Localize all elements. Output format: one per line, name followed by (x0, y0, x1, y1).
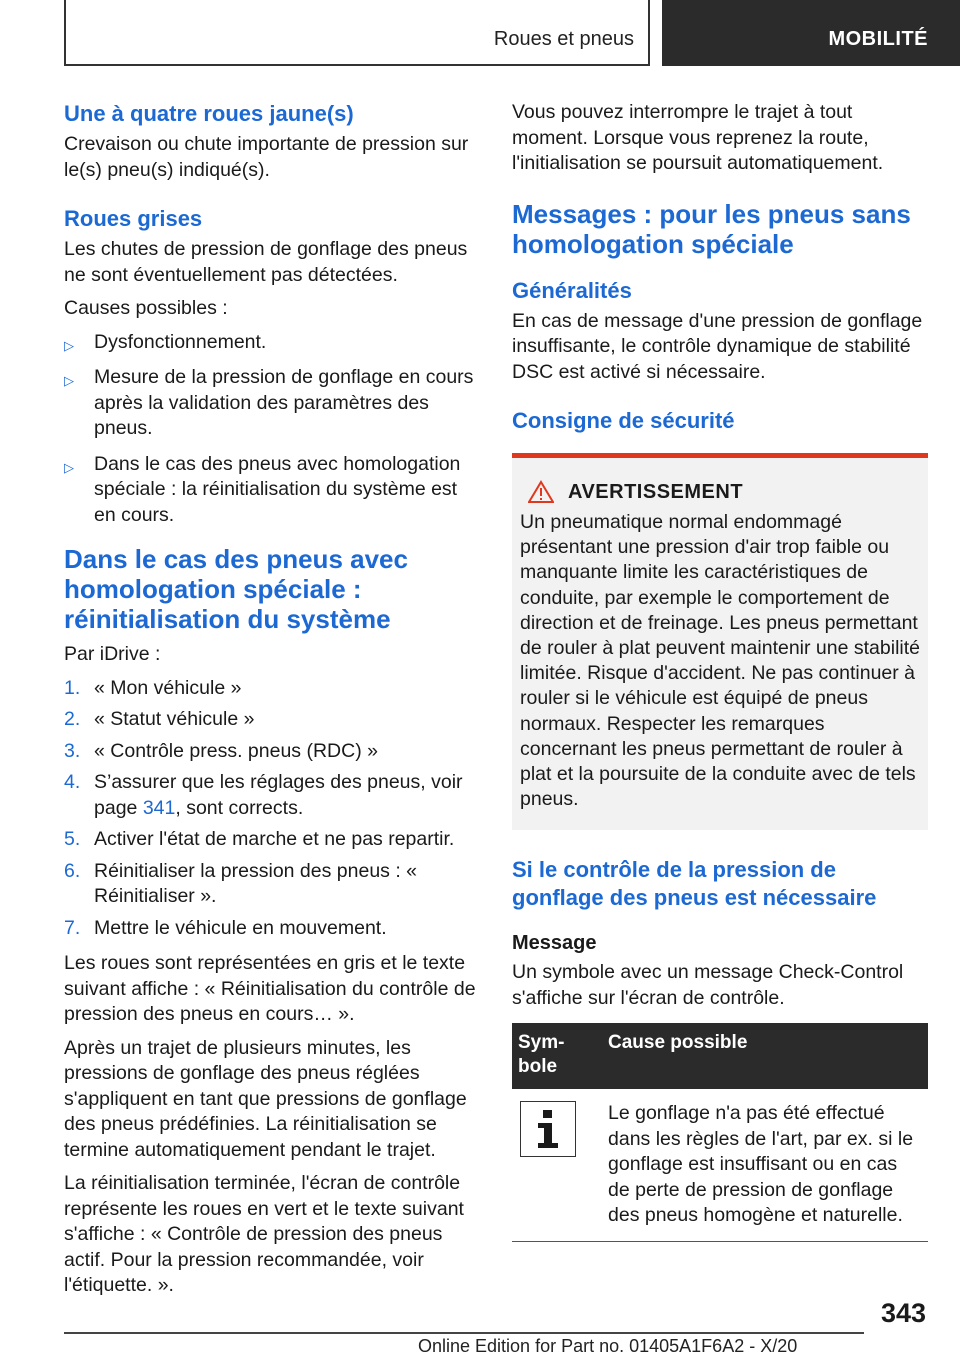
list-item: ▷ Dysfonctionnement. (64, 330, 478, 356)
heading-grey-wheels: Roues grises (64, 206, 203, 231)
section-title: Roues et pneus (493, 28, 634, 50)
warning-box (512, 453, 928, 830)
info-icon (520, 1101, 576, 1157)
paragraph-general: En cas de message d'une pression de gonflage insuffisante, le contrôle dynamique de stabilité DSC est activé si nécessaire. (512, 309, 923, 383)
step-item: 3. « Contrôle press. pneus (RDC) » (64, 739, 378, 762)
page-number: 343 (880, 1298, 926, 1328)
list-item: ▷ Dans le cas des pneus avec homologation spéciale : la réinitialisation du système est en cours. (64, 452, 461, 526)
heading-message: Message (512, 932, 597, 955)
page-reference-link[interactable]: 341 (142, 796, 176, 819)
section-tab (64, 0, 650, 66)
page-footer (0, 1290, 960, 1362)
heading-check-needed: Si le contrôle de la pression de gonflage des pneus est nécessaire (512, 857, 877, 911)
bullet-triangle-icon: ▷ (64, 459, 74, 475)
symbol-table (512, 1023, 928, 1242)
paragraph-reset-done: La réinitialisation terminée, l'écran de contrôle représente les roues en vert et le texte suivant s'affiche : « Contrôle de pression des pneus actif. Pour la pression recommandée, voir l'étiquette. ». (64, 1172, 464, 1296)
left-column (64, 100, 478, 1307)
bullet-triangle-icon: ▷ (64, 337, 74, 353)
paragraph-grey-display: Les roues sont représentées en gris et le texte suivant affiche : « Réinitialisation du contrôle de pression des pneus en cours… ». (64, 952, 476, 1025)
heading-general: Généralités (512, 277, 632, 303)
reset-steps (64, 676, 478, 942)
step-item: 5. Activer l'état de marche et ne pas repartir. (64, 828, 455, 850)
paragraph-after-trip: Après un trajet de plusieurs minutes, les pressions de gonflage des pneus réglées s'appliquent en tant que pressions de gonflage des pneus prédéfinies. La réinitialisation se termine automatiquement pendant le trajet. (64, 1036, 467, 1161)
heading-safety: Consigne de sécurité (512, 408, 735, 433)
paragraph-grey-wheels: Les chutes de pression de gonflage des pneus ne sont éventuellement pas détectées. (64, 238, 468, 286)
column-header-symbol: Sym-bole (512, 1023, 602, 1089)
warning-title: AVERTISSEMENT (568, 480, 744, 503)
step-item: 6. Réinitialiser la pression des pneus : « Réinitialiser ». (64, 859, 418, 907)
right-column (512, 100, 928, 1242)
list-item: ▷ Mesure de la pression de gonflage en cours après la validation des paramètres des pneus. (64, 366, 474, 439)
paragraph-interrupt: Vous pouvez interrompre le trajet à tout moment. Lorsque vous reprenez la route, l'initialisation se poursuit automatiquement. (512, 101, 884, 174)
table-row (512, 1089, 928, 1241)
warning-text: Un pneumatique normal endommagé présentant une pression d'air trop faible ou manquante limite les caractéristiques de conduite, par exemple le comportement de direction et de freinage. Les pneus permettant de rouler à plat peuvent maintenir une stabilité limitée. Risque d'accident. Ne pas continuer à rouler si le véhicule est équipé de pneus normaux. Respecter les remarques concernant les pneus permettant de rouler à plat et la poursuite de la conduite avec de tels pneus. (520, 511, 920, 811)
heading-messages: Messages : pour les pneus sans homologation spéciale (512, 198, 911, 259)
paragraph-message: Un symbole avec un message Check-Control s'affiche sur l'écran de contrôle. (512, 961, 904, 1009)
step-item: 2. « Statut véhicule » (64, 708, 255, 730)
footer-divider (64, 1332, 864, 1334)
bullet-triangle-icon: ▷ (64, 373, 74, 388)
paragraph-causes: Causes possibles : (64, 297, 228, 319)
table-header-row (512, 1023, 928, 1089)
edition-text: Online Edition for Part no. 01405A1F6A2 - X/20 (418, 1336, 798, 1356)
step-item: 4. S’assurer que les réglages des pneus, voir page 341, sont corrects. (64, 771, 463, 819)
column-header-cause: Cause possible (602, 1023, 928, 1089)
step-item: 1. « Mon véhicule » (64, 676, 242, 699)
symbol-cell (512, 1089, 602, 1241)
chapter-tab (662, 0, 960, 66)
paragraph-idrive: Par iDrive : (64, 643, 161, 665)
chapter-title: MOBILITÉ (828, 28, 928, 50)
cause-cell: Le gonflage n'a pas été effectué dans les règles de l'art, par ex. si le gonflage est insuffisant ou en cas de perte de pression de gonflage des pneus homogène et naturelle. (602, 1089, 928, 1241)
page-header (0, 0, 960, 66)
warning-triangle-icon (528, 480, 554, 504)
warning-header (528, 480, 920, 504)
heading-reset: Dans le cas des pneus avec homologation spéciale : réinitialisation du système (64, 544, 408, 634)
causes-list (64, 330, 478, 529)
paragraph-yellow-wheels: Crevaison ou chute importante de pression sur le(s) pneu(s) indiqué(s). (64, 133, 469, 181)
step-item: 7. Mettre le véhicule en mouvement. (64, 916, 387, 939)
heading-yellow-wheels: Une à quatre roues jaune(s) (64, 101, 354, 126)
